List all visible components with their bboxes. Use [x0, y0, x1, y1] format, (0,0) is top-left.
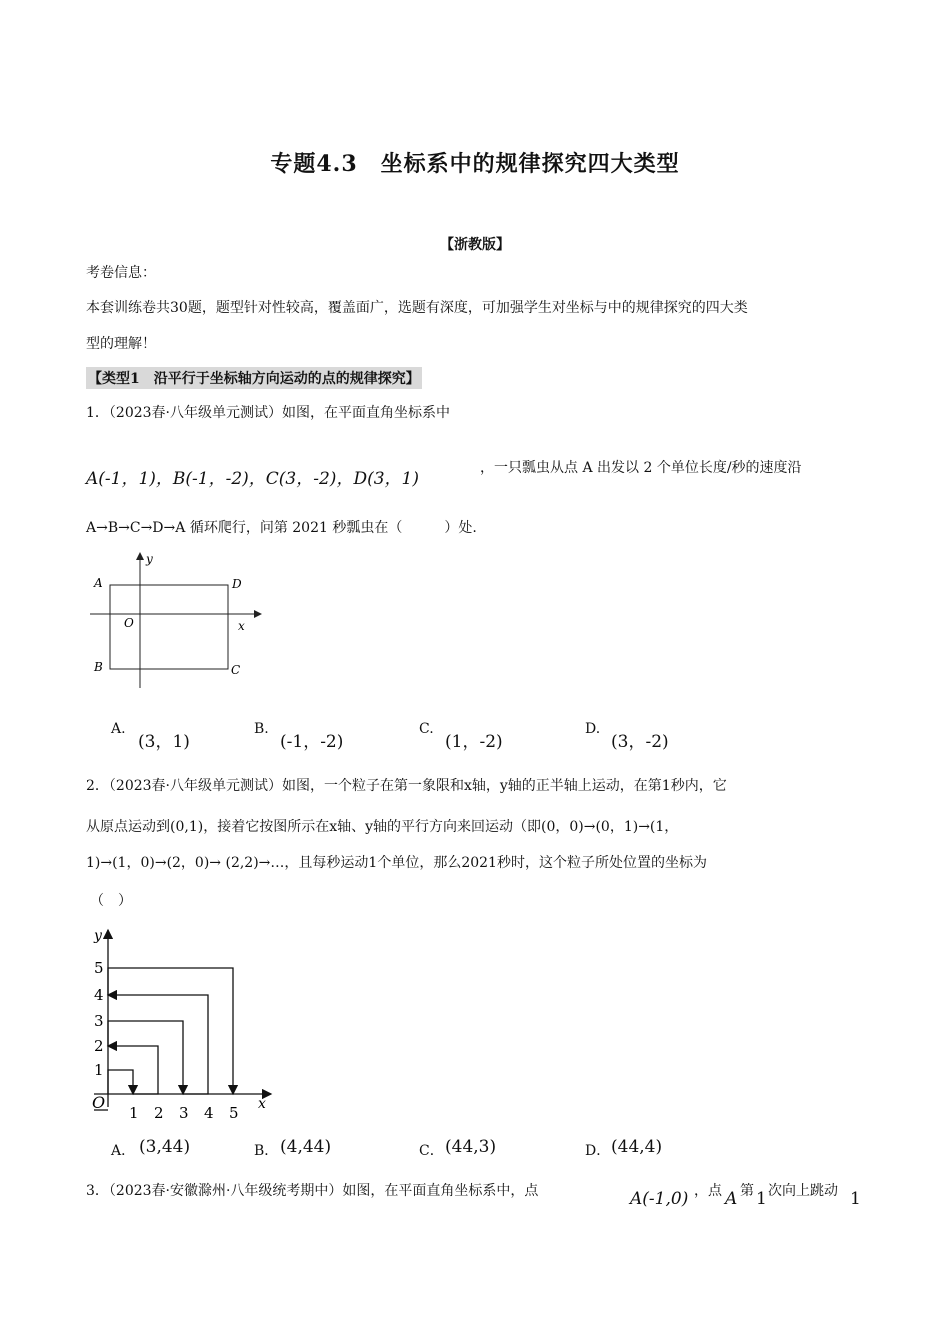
q1-rectangle-figure — [86, 548, 266, 693]
q1-y-arrow — [136, 552, 144, 560]
q2-ytick-1: 1 — [94, 1061, 104, 1079]
q2-xtick-1: 1 — [129, 1104, 139, 1122]
q1-label-b: B — [94, 660, 103, 674]
q2-option-c-key[interactable]: C． — [419, 1143, 444, 1159]
q3-tail-a: A — [725, 1189, 738, 1209]
q1-label-c: C — [231, 663, 241, 677]
q2-option-b-key[interactable]: B． — [254, 1143, 279, 1159]
q2-ytick-3: 3 — [94, 1012, 104, 1030]
q3-tail-di: 第 — [740, 1183, 754, 1199]
intro-line-1: 本套训练卷共30题，题型针对性较高，覆盖面广，选题有深度，可加强学生对坐标与中的规律探究的四大类 — [86, 300, 748, 316]
q1-stem-line-2: ，一只瓢虫从点 A 出发以 2 个单位长度/秒的速度沿 — [480, 460, 802, 476]
q2-ytick-5: 5 — [94, 959, 104, 977]
q2-option-d-value[interactable]: (44,4) — [611, 1137, 663, 1157]
q1-x-arrow — [254, 610, 262, 618]
q2-option-c-value[interactable]: (44,3) — [445, 1137, 497, 1157]
q3-tail-jump: 次向上跳动 — [768, 1183, 838, 1199]
q2-line-3: 1)→(1，0)→(2，0)→ (2,2)→…，且每秒运动1个单位，那么2021秒时，这个粒子所处位置的坐标为 — [86, 855, 707, 871]
q1-label-d: D — [232, 577, 242, 591]
q2-line-4: （ ） — [90, 893, 132, 909]
q1-option-c-value[interactable]: (1，-2) — [445, 732, 503, 752]
q3-tail-one-b: 1 — [850, 1189, 861, 1209]
q2-xtick-5: 5 — [229, 1104, 239, 1122]
q2-xtick-4: 4 — [204, 1104, 214, 1122]
q3-point-a: A(-1,0) — [630, 1189, 689, 1209]
q2-line-2: 从原点运动到(0,1)，接着它按图所示在x轴、y轴的平行方向来回运动（即(0，0)→(0，1)→(1， — [86, 819, 679, 835]
q2-path-segment-3 — [108, 1021, 183, 1094]
q1-label-y: y — [146, 552, 153, 566]
q1-option-b-value[interactable]: (-1，-2) — [280, 732, 344, 752]
q2-ytick-2: 2 — [94, 1037, 104, 1055]
q1-stem-line-3: A→B→C→D→A 循环爬行，问第 2021 秒瓢虫在（ ）处. — [86, 520, 477, 536]
q2-option-d-key[interactable]: D． — [585, 1143, 611, 1159]
q1-label-a: A — [94, 576, 103, 590]
q3-tail-one: 1 — [756, 1189, 767, 1209]
q1-stem-line-1: 1．（2023春·八年级单元测试）如图，在平面直角坐标系中 — [86, 405, 450, 421]
q2-line-1: 2．（2023春·八年级单元测试）如图，一个粒子在第一象限和x轴，y轴的正半轴上运动，在第1秒内，它 — [86, 778, 727, 794]
q2-label-x: x — [258, 1096, 266, 1112]
q3-line-1: 3．（2023春·安徽滁州·八年级统考期中）如图，在平面直角坐标系中，点 — [86, 1183, 539, 1199]
q1-option-c-key[interactable]: C. — [419, 721, 434, 737]
edition-label: 【浙教版】 — [440, 237, 510, 253]
page-title: 专题4.3 坐标系中的规律探究四大类型 — [270, 151, 680, 177]
q1-option-d-key[interactable]: D. — [585, 721, 601, 737]
q1-option-b-key[interactable]: B. — [254, 721, 269, 737]
q2-xtick-3: 3 — [179, 1104, 189, 1122]
q2-path-segment-5 — [108, 968, 233, 1094]
q2-xtick-2: 2 — [154, 1104, 164, 1122]
q2-option-a-value[interactable]: (3,44) — [139, 1137, 191, 1157]
q3-tail-comma: ，点 — [694, 1183, 722, 1199]
intro-line-2: 型的理解！ — [86, 336, 156, 352]
q1-option-d-value[interactable]: (3，-2) — [611, 732, 669, 752]
section-type-1: 【类型1 沿平行于坐标轴方向运动的点的规律探究】 — [86, 367, 422, 389]
q1-points: A(-1，1)，B(-1，-2)，C(3，-2)，D(3，1) — [86, 469, 419, 489]
q2-label-origin: O — [92, 1093, 106, 1112]
q1-option-a-key[interactable]: A. — [111, 721, 126, 737]
q2-label-y: y — [94, 928, 102, 944]
q2-path-segment-1 — [108, 1070, 133, 1094]
q2-option-a-key[interactable]: A． — [111, 1143, 136, 1159]
q2-option-b-value[interactable]: (4,44) — [280, 1137, 332, 1157]
q1-label-x: x — [238, 619, 245, 633]
q2-path-figure — [86, 922, 286, 1122]
q1-option-a-value[interactable]: (3，1) — [138, 732, 190, 752]
q2-ytick-4: 4 — [94, 986, 104, 1004]
info-label: 考卷信息： — [86, 265, 156, 281]
q1-label-origin: O — [124, 616, 134, 630]
